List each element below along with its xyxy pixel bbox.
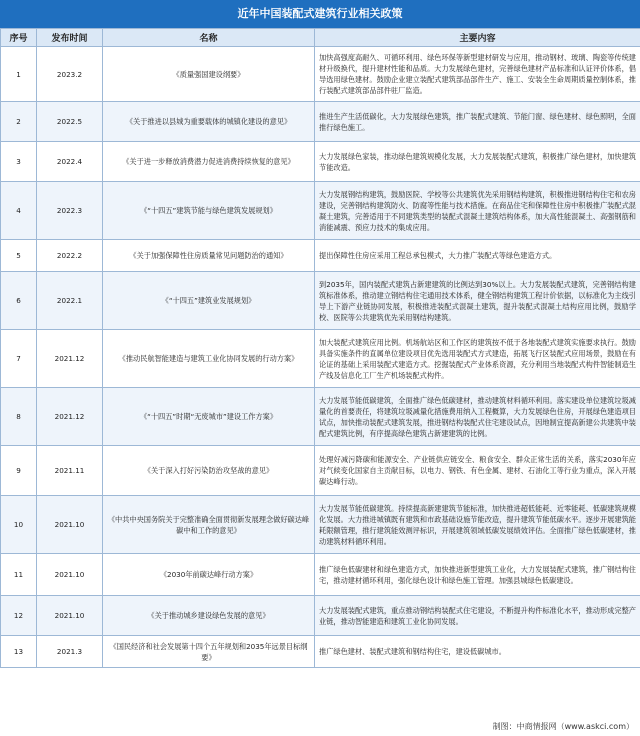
table-row xyxy=(1,388,640,446)
row-policy-name: 《质量强国建设纲要》 xyxy=(103,47,315,102)
row-content: 大力发展钢结构建筑，鼓励医院、学校等公共建筑优先采用钢结构建筑，积极推进钢结构住宅和农房建设，完善钢结构建筑防火、防腐等性能与技术措施。在商品住宅和保障性住房中积极推广装配式混凝土建筑，完善适用于不同建筑类型的装配式混凝土建筑结构体系，加大高性能混凝土、高强钢筋和消能减震、预应力技术的集成应用。 xyxy=(315,182,640,240)
row-content: 到2035年，国内装配式建筑占新建建筑的比例达到30%以上。大力发展装配式建筑，完善钢结构建筑标准体系，推动建立钢结构住宅通用技术体系，健全钢结构建筑工程计价依据，以标准化为主线引导上下游产业链协同发展，积极推进装配式混凝土建筑，提升装配式混凝土结构应用比例，鼓励学校、医院等公共建筑优先采用钢结构建筑。 xyxy=(315,272,640,330)
row-date: 2021.11 xyxy=(37,446,103,496)
row-content: 大力发展装配式建筑，重点推动钢结构装配式住宅建设，不断提升构件标准化水平，推动形成完整产业链，推动智能建造和建筑工业化协同发展。 xyxy=(315,596,640,636)
row-index: 6 xyxy=(1,272,37,330)
row-policy-name: 《关于加强保障性住房质量常见问题防治的通知》 xyxy=(103,240,315,272)
row-policy-name: 《“十四五”建筑节能与绿色建筑发展规划》 xyxy=(103,182,315,240)
row-date: 2022.5 xyxy=(37,102,103,142)
row-content: 推进生产生活低碳化，大力发展绿色建筑，推广装配式建筑、节能门窗、绿色建材、绿色照明，全面推行绿色施工。 xyxy=(315,102,640,142)
row-date: 2021.12 xyxy=(37,388,103,446)
table-row xyxy=(1,330,640,388)
row-content: 推广绿色低碳建材和绿色建造方式，加快推进新型建筑工业化，大力发展装配式建筑，推广钢结构住宅，推动建材循环利用，强化绿色设计和绿色施工管理。加强县城绿色低碳建设。 xyxy=(315,554,640,596)
table-row xyxy=(1,272,640,330)
header-content: 主要内容 xyxy=(315,29,640,47)
row-policy-name: 《关于进一步释放消费潜力促进消费持续恢复的意见》 xyxy=(103,142,315,182)
row-content: 大力发展绿色家装，推动绿色建筑规模化发展，大力发展装配式建筑，积极推广绿色建材，加快建筑节能改造。 xyxy=(315,142,640,182)
row-content: 提出保障性住房应采用工程总承包模式，大力推广装配式等绿色建造方式。 xyxy=(315,240,640,272)
row-content: 处理好减污降碳和能源安全、产业链供应链安全、粮食安全、群众正常生活的关系，落实2030年应对气候变化国家自主贡献目标，以电力、钢铁、有色金属、建材、石油化工等行业为重点，深入开展碳达峰行动。 xyxy=(315,446,640,496)
row-index: 8 xyxy=(1,388,37,446)
row-date: 2023.2 xyxy=(37,47,103,102)
row-content: 加快高强度高耐久、可循环利用、绿色环保等新型建材研发与应用，推动钢材、玻璃、陶瓷等传统建材升级换代，提升建材性能和品质。大力发展绿色建材，完善绿色建材产品标准和认证评价体系，倡导选用绿色建材。鼓励企业建立装配式建筑部品部件生产、施工、安装全生命周期质量控制体系，推行装配式建筑部品部件驻厂监造。 xyxy=(315,47,640,102)
page-title: 近年中国装配式建筑行业相关政策 xyxy=(0,0,640,28)
source-footer: 制图：中商情报网（www.askci.com） xyxy=(492,722,634,731)
row-index: 3 xyxy=(1,142,37,182)
table-row xyxy=(1,596,640,636)
row-index: 10 xyxy=(1,496,37,554)
row-policy-name: 《关于深入打好污染防治攻坚战的意见》 xyxy=(103,446,315,496)
row-policy-name: 《2030年前碳达峰行动方案》 xyxy=(103,554,315,596)
table-row xyxy=(1,102,640,142)
row-index: 1 xyxy=(1,47,37,102)
row-policy-name: 《关于推动城乡建设绿色发展的意见》 xyxy=(103,596,315,636)
row-policy-name: 《国民经济和社会发展第十四个五年规划和2035年远景目标纲要》 xyxy=(103,636,315,668)
row-content: 大力发展节能低碳建筑。持续提高新建建筑节能标准，加快推进超低能耗、近零能耗、低碳建筑规模化发展。大力推进城镇既有建筑和市政基础设施节能改造，提升建筑节能低碳水平。逐步开展建筑能耗限额管理，推行建筑能效测评标识，开展建筑领域低碳发展绩效评估。全面推广绿色低碳建材，推动建筑材料循环利用。 xyxy=(315,496,640,554)
row-policy-name: 《中共中央国务院关于完整准确全面贯彻新发展理念做好碳达峰碳中和工作的意见》 xyxy=(103,496,315,554)
row-content: 大力发展节能低碳建筑，全面推广绿色低碳建材，推动建筑材料循环利用。落实建设单位建筑垃圾减量化的首要责任，将建筑垃圾减量化措施费用纳入工程概算，大力发展绿色住房，开展绿色建造项目试点，加快推动装配式建筑发展，推进钢结构装配式住宅建设试点，因地制宜提高新建公共建筑中装配式建筑比例，有序提高绿色建筑占新建建筑的比例。 xyxy=(315,388,640,446)
row-index: 11 xyxy=(1,554,37,596)
row-date: 2021.10 xyxy=(37,554,103,596)
table-row xyxy=(1,182,640,240)
row-index: 5 xyxy=(1,240,37,272)
row-index: 4 xyxy=(1,182,37,240)
table-row xyxy=(1,446,640,496)
row-date: 2022.2 xyxy=(37,240,103,272)
row-index: 2 xyxy=(1,102,37,142)
header-name: 名称 xyxy=(103,29,315,47)
table-row xyxy=(1,142,640,182)
row-policy-name: 《“十四五”时期“无废城市”建设工作方案》 xyxy=(103,388,315,446)
table-row xyxy=(1,240,640,272)
header-date: 发布时间 xyxy=(37,29,103,47)
row-content: 加大装配式建筑应用比例。机场航站区和工作区的建筑按不低于各地装配式建筑实施要求执行。鼓励具备实施条件的直属单位建设项目优先选用装配式方式建造，拓展飞行区装配式应用场景，鼓励在有论证的基础上采用装配式建造方式。挖掘装配式产业体系资源，充分利用当地装配式构件智能制造生产线及信息化工厂生产机场装配式构件。 xyxy=(315,330,640,388)
row-index: 13 xyxy=(1,636,37,668)
row-date: 2021.10 xyxy=(37,596,103,636)
row-date: 2022.3 xyxy=(37,182,103,240)
table-row xyxy=(1,47,640,102)
row-date: 2021.10 xyxy=(37,496,103,554)
row-date: 2021.3 xyxy=(37,636,103,668)
row-index: 7 xyxy=(1,330,37,388)
table-row xyxy=(1,554,640,596)
row-index: 9 xyxy=(1,446,37,496)
header-index: 序号 xyxy=(1,29,37,47)
row-policy-name: 《“十四五”建筑业发展规划》 xyxy=(103,272,315,330)
row-policy-name: 《推动民航智能建造与建筑工业化协同发展的行动方案》 xyxy=(103,330,315,388)
row-date: 2022.1 xyxy=(37,272,103,330)
table-row xyxy=(1,636,640,668)
policy-table xyxy=(0,28,640,668)
row-date: 2022.4 xyxy=(37,142,103,182)
table-header-row xyxy=(1,29,640,47)
table-row xyxy=(1,496,640,554)
row-content: 推广绿色建材、装配式建筑和钢结构住宅，建设低碳城市。 xyxy=(315,636,640,668)
row-date: 2021.12 xyxy=(37,330,103,388)
row-index: 12 xyxy=(1,596,37,636)
row-policy-name: 《关于推进以县城为重要载体的城镇化建设的意见》 xyxy=(103,102,315,142)
